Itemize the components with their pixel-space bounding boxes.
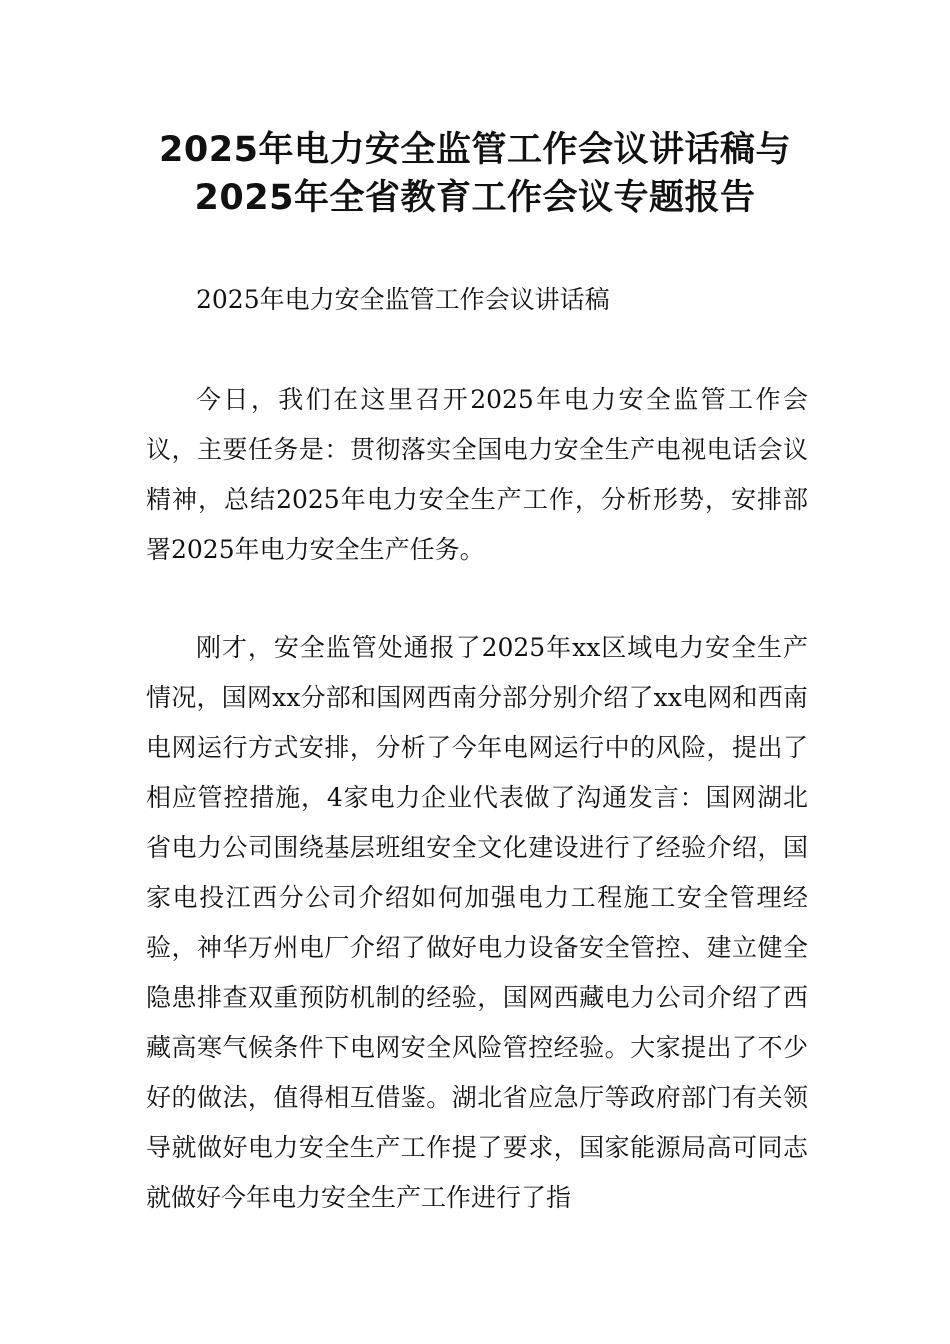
section-heading: 2025年电力安全监管工作会议讲话稿 bbox=[196, 285, 610, 314]
title-line-1: 2025年电力安全监管工作会议讲话稿与 bbox=[159, 130, 791, 170]
paragraph-1: 今日，我们在这里召开2025年电力安全监管工作会议，主要任务是：贯彻落实全国电力安全生产电视电话会议精神，总结2025年电力安全生产工作，分析形势，安排部署2025年电力安全生产任务。 bbox=[146, 385, 808, 564]
paragraph-2: 刚才，安全监管处通报了2025年xx区域电力安全生产情况，国网xx分部和国网西南分部分别介绍了xx电网和西南电网运行方式安排，分析了今年电网运行中的风险，提出了相应管控措施，4家电力企业代表做了沟通发言：国网湖北省电力公司围绕基层班组安全文化建设进行了经验介绍，国家电投江西分公司介绍如何加强电力工程施工安全管理经验，神华万州电厂介绍了做好电力设备安全管控、建立健全隐患排查双重预防机制的经验，国网西藏电力公司介绍了西藏高寒气候条件下电网安全风险管控经验。大家提出了不少好的做法，值得相互借鉴。湖北省应急厅等政府部门有关领导就做好电力安全生产工作提了要求，国家能源局高可同志就做好今年电力安全生产工作进行了指 bbox=[146, 633, 808, 1212]
title-line-2: 2025年全省教育工作会议专题报告 bbox=[194, 178, 756, 218]
document-title bbox=[0, 126, 950, 222]
